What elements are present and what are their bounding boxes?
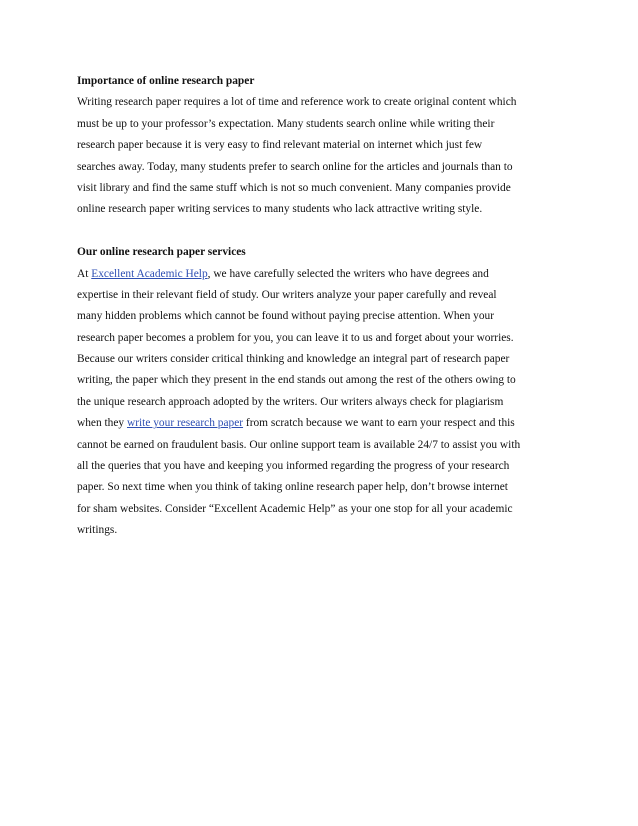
line-text-before: At — [77, 267, 92, 280]
paragraph-line: all the queries that you have and keeping you informed regarding the progress of your research — [77, 460, 510, 473]
paragraph-line: for sham websites. Consider “Excellent Academic Help” as your one stop for all your academic — [77, 502, 513, 515]
paragraph-line: must be up to your professor’s expectation. Many students search online while writing their — [77, 117, 495, 130]
line-text-after: from scratch because we want to earn your respect and this — [243, 417, 515, 430]
document-body — [77, 71, 567, 542]
paragraph-line: research paper because it is very easy to find relevant material on internet which just few — [77, 139, 483, 152]
line-text-after: , we have carefully selected the writers who have degrees and — [207, 267, 489, 280]
paragraph-line: Writing research paper requires a lot of time and reference work to create original content which — [77, 96, 517, 109]
paragraph-line: paper. So next time when you think of taking online research paper help, don’t browse internet — [77, 481, 508, 494]
paragraph-line: writing, the paper which they present in the end stands out among the rest of the others owing to — [77, 374, 516, 387]
section-heading-importance: Importance of online research paper — [77, 75, 255, 87]
write-your-research-paper-link[interactable]: write your research paper — [126, 417, 244, 430]
paragraph-line: many hidden problems which cannot be found without paying precise attention. When your — [77, 310, 495, 323]
paragraph-line: online research paper writing services to many students who lack attractive writing style. — [77, 203, 483, 216]
paragraph-line: cannot be earned on fraudulent basis. Our online support team is available 24/7 to assist you with — [77, 438, 521, 451]
paragraph-line: research paper becomes a problem for you, you can leave it to us and forget about your worries. — [77, 331, 514, 344]
paragraph-line: the unique research approach adopted by the writers. Our writers always check for plagiarism — [77, 395, 504, 408]
paragraph-line: writings. — [77, 524, 118, 537]
paragraph-line: searches away. Today, many students prefer to search online for the articles and journals than to — [77, 160, 513, 173]
section-heading-services: Our online research paper services — [77, 246, 246, 259]
paragraph-spacer — [77, 221, 567, 242]
paragraph-line-with-link — [77, 413, 567, 434]
excellent-academic-help-link[interactable]: Excellent Academic Help — [91, 267, 208, 280]
paragraph-line: expertise in their relevant field of study. Our writers analyze your paper carefully and reveal — [77, 288, 497, 301]
line-text-before: when they — [77, 417, 127, 430]
paragraph-line-with-link — [77, 264, 567, 285]
section-paragraph-importance — [77, 92, 567, 220]
section-paragraph-services — [77, 264, 567, 542]
paragraph-line: Because our writers consider critical thinking and knowledge an integral part of research paper — [77, 353, 510, 366]
paragraph-line: visit library and find the same stuff which is not so much convenient. Many companies provide — [77, 181, 511, 194]
